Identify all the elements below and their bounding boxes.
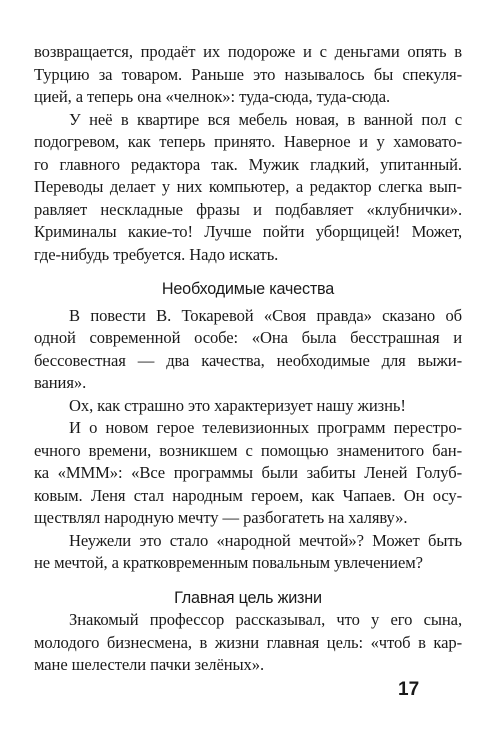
text-line: Криминалы какие-то! Лучше пойти уборщицей! Может,: [34, 222, 462, 241]
page-number: 17: [398, 679, 420, 700]
paragraph: [34, 609, 462, 677]
paragraph: [34, 305, 462, 395]
text-line: молодого бизнесмена, в жизни главная цель: «чтоб в кар-: [34, 632, 462, 652]
text-line: равляет нескладные фразы и подбавляет «клубнички».: [34, 199, 462, 219]
text-line: Знакомый профессор рассказывал, что у его сына,: [69, 610, 462, 629]
text-line: ечного времени, возникшем с помощью знаменитого бан-: [34, 440, 462, 460]
text-line: Неужели это стало «народной мечтой»? Может быть: [69, 530, 462, 550]
text-line: В повести В. Токаревой «Своя правда» сказано об: [69, 305, 462, 325]
section-heading: Необходимые качества: [161, 280, 335, 298]
paragraph: [34, 395, 462, 418]
text-line: ковым. Леня стал народным героем, как Чапаев. Он осу-: [34, 485, 462, 505]
text-line: ка «МММ»: «Все программы были забиты Леней Голуб-: [34, 463, 462, 482]
text-line: го главного редактора так. Мужик гладкий, упитанный.: [34, 154, 462, 174]
text-line: где-нибудь требуется. Надо искать.: [34, 244, 279, 264]
text-line: У неё в квартире вся мебель новая, в ванной пол с: [69, 109, 462, 129]
text-line: одной современной особе: «Она была бесстрашная и: [34, 328, 462, 347]
text-line: Турцию за товаром. Раньше это называлось бы спекуля-: [34, 64, 462, 84]
text-line: цией, а теперь она «челнок»: туда-сюда, туда-сюда.: [34, 87, 391, 106]
page-body: [34, 41, 462, 677]
paragraph: [34, 530, 462, 575]
text-line: ществлял народную мечту — разбогатеть на халяву».: [34, 508, 408, 527]
text-line: Ох, как страшно это характеризует нашу жизнь!: [69, 395, 406, 415]
text-line: мане шелестели пачки зелёных».: [34, 655, 264, 674]
section-heading: Главная цель жизни: [174, 588, 322, 607]
text-line: подогревом, как теперь принято. Наверное и у хамовато-: [34, 132, 462, 151]
text-line: возвращается, продаёт их подороже и с деньгами опять в: [34, 42, 462, 61]
paragraph: [34, 41, 462, 109]
paragraph: [34, 109, 462, 267]
text-line: Переводы делает у них компьютер, а редактор слегка вып-: [34, 177, 462, 196]
text-line: И о новом герое телевизионных программ перестро-: [69, 418, 462, 437]
text-line: не мечтой, а кратковременным повальным увлечением?: [34, 553, 423, 572]
paragraph: [34, 417, 462, 530]
text-line: бессовестная — два качества, необходимые для выжи-: [34, 350, 462, 370]
text-line: вания».: [34, 373, 87, 392]
